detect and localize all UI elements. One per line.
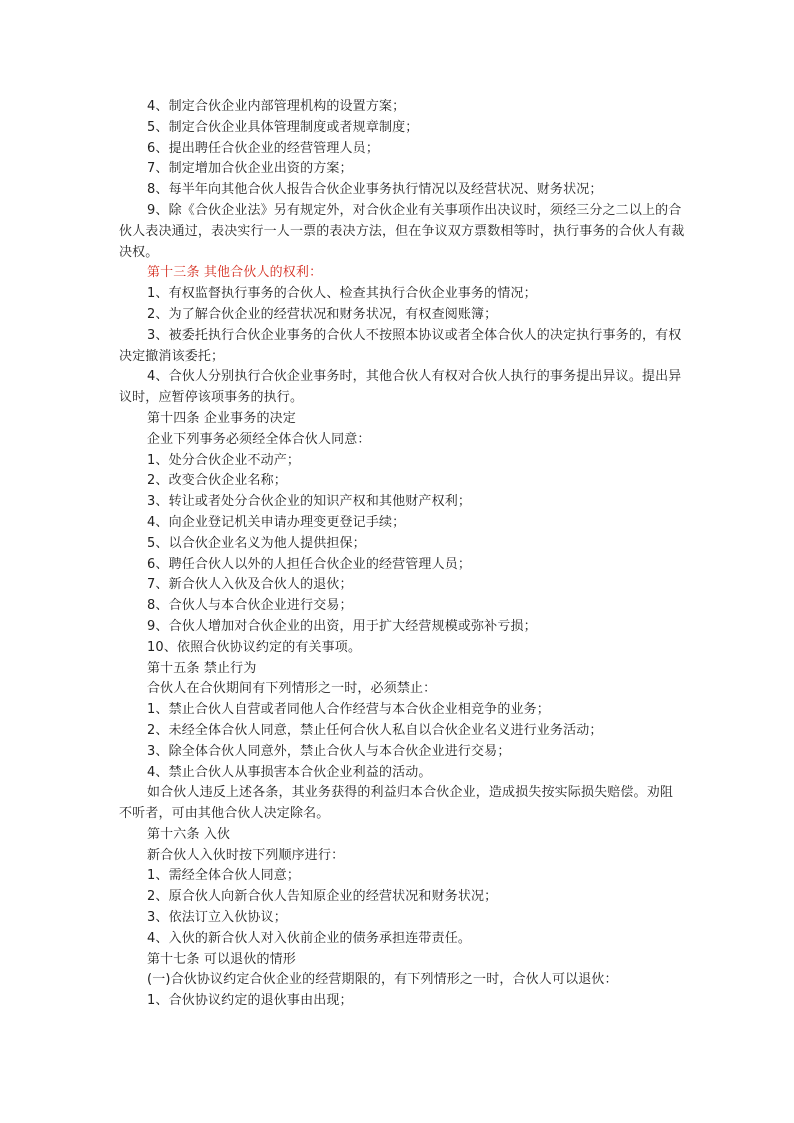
list-item: 2、未经全体合伙人同意，禁止任何合伙人私自以合伙企业名义进行业务活动； <box>147 722 603 738</box>
article-heading-17: 第十七条 可以退伙的情形 <box>147 951 296 967</box>
list-item: 1、有权监督执行事务的合伙人、检查其执行合伙企业事务的情况； <box>147 286 537 302</box>
list-item: 10、依照合伙协议约定的有关事项。 <box>147 639 362 655</box>
list-item: 8、每半年向其他合伙人报告合伙企业事务执行情况以及经营状况、财务状况； <box>147 182 603 198</box>
list-item: 7、制定增加合伙企业出资的方案； <box>147 161 353 177</box>
list-item: 1、合伙协议约定的退伙事由出现； <box>147 993 353 1009</box>
list-item: 7、新合伙人入伙及合伙人的退伙； <box>147 577 353 593</box>
list-item: 2、为了解合伙企业的经营状况和财务状况，有权查阅账簿； <box>147 306 498 322</box>
list-item: 2、改变合伙企业名称； <box>147 473 287 489</box>
list-item: 3、转让或者处分合伙企业的知识产权和其他财产权利； <box>147 494 472 510</box>
list-item: 5、以合伙企业名义为他人提供担保； <box>147 535 366 551</box>
document-body <box>119 97 685 1012</box>
list-item: 1、禁止合伙人自营或者同他人合作经营与本合伙企业相竞争的业务； <box>147 702 550 718</box>
article-heading-13: 第十三条 其他合伙人的权利： <box>147 265 323 281</box>
list-item: 4、合伙人分别执行合伙企业事务时，其他合伙人有权对合伙人执行的事务提出异议。提出异议时，应暂停该项事务的执行。 <box>119 369 682 406</box>
list-item: 1、需经全体合伙人同意； <box>147 868 301 884</box>
list-item: 8、合伙人与本合伙企业进行交易； <box>147 598 353 614</box>
article-heading-15: 第十五条 禁止行为 <box>147 660 257 676</box>
list-item: 2、原合伙人向新合伙人告知原企业的经营状况和财务状况； <box>147 889 498 905</box>
article-heading-16: 第十六条 入伙 <box>147 826 231 842</box>
body-paragraph: 新合伙人入伙时按下列顺序进行： <box>147 847 345 863</box>
list-item: 1、处分合伙企业不动产； <box>147 452 301 468</box>
list-item: 6、提出聘任合伙企业的经营管理人员； <box>147 140 379 156</box>
list-item: 9、合伙人增加对合伙企业的出资，用于扩大经营规模或弥补亏损； <box>147 618 537 634</box>
list-item: 3、依法订立入伙协议； <box>147 910 287 926</box>
body-paragraph: 企业下列事务必须经全体合伙人同意： <box>147 431 371 447</box>
list-item: 3、被委托执行合伙企业事务的合伙人不按照本协议或者全体合伙人的决定执行事务的，有权决定撤消该委托； <box>119 327 682 364</box>
body-paragraph: (一)合伙协议约定合伙企业的经营期限的，有下列情形之一时，合伙人可以退伙： <box>147 972 618 988</box>
body-paragraph: 合伙人在合伙期间有下列情形之一时，必须禁止： <box>147 681 437 697</box>
list-item: 6、聘任合伙人以外的人担任合伙企业的经营管理人员； <box>147 556 472 572</box>
list-item: 4、入伙的新合伙人对入伙前企业的债务承担连带责任。 <box>147 930 472 946</box>
body-paragraph: 如合伙人违反上述各条，其业务获得的利益归本合伙企业，造成损失按实际损失赔偿。劝阻不听者，可由其他合伙人决定除名。 <box>119 785 674 822</box>
list-item: 4、制定合伙企业内部管理机构的设置方案； <box>147 99 406 114</box>
article-heading-14: 第十四条 企业事务的决定 <box>147 410 296 426</box>
list-item: 4、向企业登记机关申请办理变更登记手续； <box>147 514 406 530</box>
list-item: 3、除全体合伙人同意外，禁止合伙人与本合伙企业进行交易； <box>147 743 511 759</box>
list-item: 5、制定合伙企业具体管理制度或者规章制度； <box>147 119 419 135</box>
list-item: 9、除《合伙企业法》另有规定外，对合伙企业有关事项作出决议时，须经三分之二以上的合伙人表决通过，表决实行一人一票的表决方法，但在争议双方票数相等时，执行事务的合伙人有裁决权。 <box>119 202 685 260</box>
list-item: 4、禁止合伙人从事损害本合伙企业利益的活动。 <box>147 764 432 780</box>
